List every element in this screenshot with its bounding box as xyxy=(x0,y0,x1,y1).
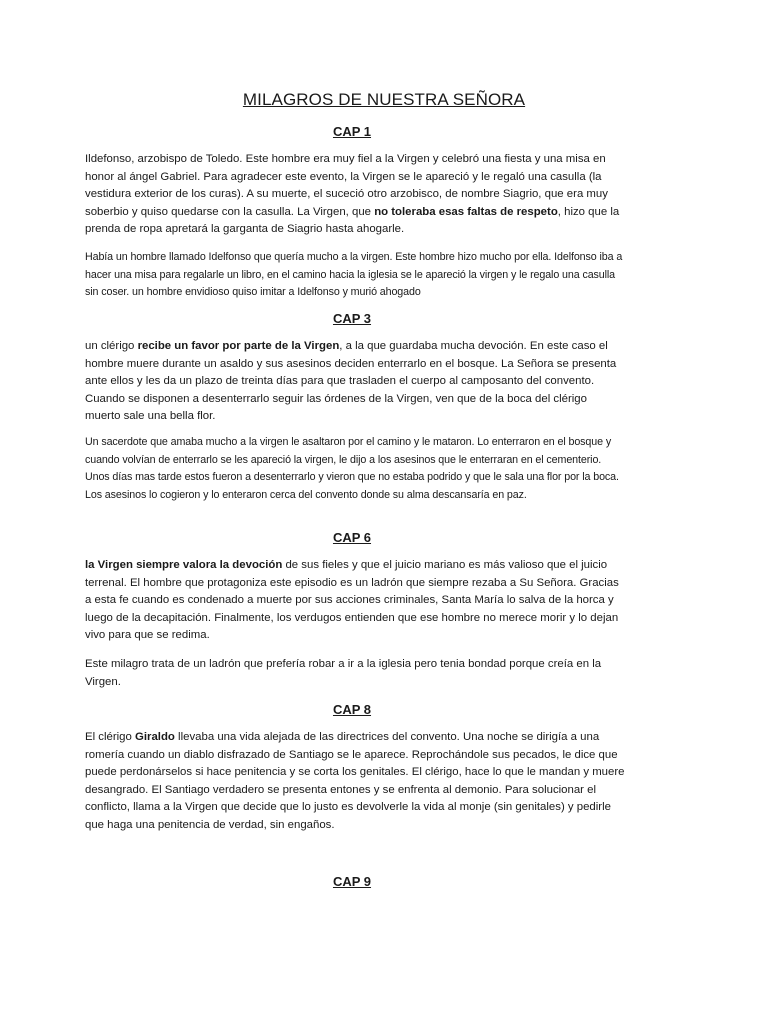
paragraph xyxy=(85,557,625,645)
paragraph xyxy=(85,434,625,504)
bold-text-run: Giraldo xyxy=(135,731,175,743)
text-run: , a la que guardaba mucha devoción. En este caso el hombre muere durante un asaldo y sus asesinos deciden enterrarlo en el bosque. La Señora se presenta ante ellos y les da un plazo de treinta días para que trasladen el cuerpo al camposanto del convento. Cuando se disponen a desenterrarlo seguir las órdenes de la Virgen, ven que de la boca del clérigo muerto sale una bella flor. xyxy=(85,340,617,423)
bold-text-run: recibe un favor por parte de la Virgen xyxy=(137,340,340,352)
chapter-heading: CAP 9 xyxy=(332,874,372,889)
text-run: Había un hombre llamado Idelfonso que quería mucho a la virgen. Este hombre hizo mucho por ella. Idelfonso iba a hacer una misa para regalarle un libro, en el camino hacia la iglesia se le apareció la virgen y le regalo una casulla sin coser. un hombre envidioso quiso imitar a Idelfonso y murió ahogado xyxy=(85,251,623,299)
text-run: llevaba una vida alejada de las directrices del convento. Una noche se dirigía a una romería cuando un diablo disfrazado de Santiago se le aparece. Reprochándole sus pecados, le dice que puede perdonárselos si hace penitencia y se corta los genitales. El clérigo, hace lo que le mandan y muere desangrado. El Santiago verdadero se presenta entones y se enfrenta al demonio. Para solucionar el conflicto, llama a la Virgen que decide que lo justo es devolverle la vida al monje (sin genitales) y pedirle que haga una penitencia de verdad, sin engaños. xyxy=(85,731,625,831)
text-run: de sus fieles y que el juicio mariano es más valioso que el juicio terrenal. El hombre que protagoniza este episodio es un ladrón que siempre rezaba a Su Señora. Gracias a esta fe cuando es condenado a muerte por sus acciones criminales, Santa María lo salva de la horca y luego de la decapitación. Finalmente, los verdugos entienden que ese hombre no merece morir y lo dejan vivo para que se redima. xyxy=(85,559,619,642)
text-run: Este milagro trata de un ladrón que prefería robar a ir a la iglesia pero tenia bondad porque creía en la Virgen. xyxy=(85,658,602,688)
chapter-heading: CAP 3 xyxy=(332,311,372,326)
text-run: El clérigo xyxy=(85,731,136,743)
paragraph xyxy=(85,656,625,691)
chapter-heading: CAP 6 xyxy=(332,530,372,545)
document-title: MILAGROS DE NUESTRA SEÑORA xyxy=(242,90,526,109)
chapter-heading: CAP 8 xyxy=(332,702,372,717)
paragraph xyxy=(85,729,625,835)
text-run: , hizo que la prenda de ropa apretará la garganta de Siagrio hasta ahogarle. xyxy=(85,205,620,236)
bold-text-run: no toleraba esas faltas de respeto xyxy=(374,205,558,218)
text-run: un clérigo xyxy=(85,340,138,352)
paragraph xyxy=(85,249,625,302)
paragraph xyxy=(85,151,625,239)
paragraph xyxy=(85,338,625,426)
chapter-heading: CAP 1 xyxy=(332,124,372,139)
text-run: Un sacerdote que amaba mucho a la virgen le asaltaron por el camino y le mataron. Lo enterraron en el bosque y cuando volvían de enterrarlo se les apareció la virgen, le dijo a los asesinos que le enterraran en el cementerio. Unos días mas tarde estos fueron a desenterrarlo y vieron que no estaba podrido y que le sala una flor por la boca. Los asesinos lo cogieron y lo enteraron cerca del convento donde su alma descansaría en paz. xyxy=(85,436,619,501)
bold-text-run: la Virgen siempre valora la devoción xyxy=(85,559,283,571)
text-run: Ildefonso, arzobispo de Toledo. Este hombre era muy fiel a la Virgen y celebró una fiesta y una misa en honor al ángel Gabriel. Para agradecer este evento, la Virgen se le apareció y le regaló una casulla (la vestidura exterior de los curas). A su muerte, el suceció otro arzobisco, de nombre Siagrio, que era muy soberbio y quiso quedarse con la casulla. La Virgen, que xyxy=(85,153,608,218)
